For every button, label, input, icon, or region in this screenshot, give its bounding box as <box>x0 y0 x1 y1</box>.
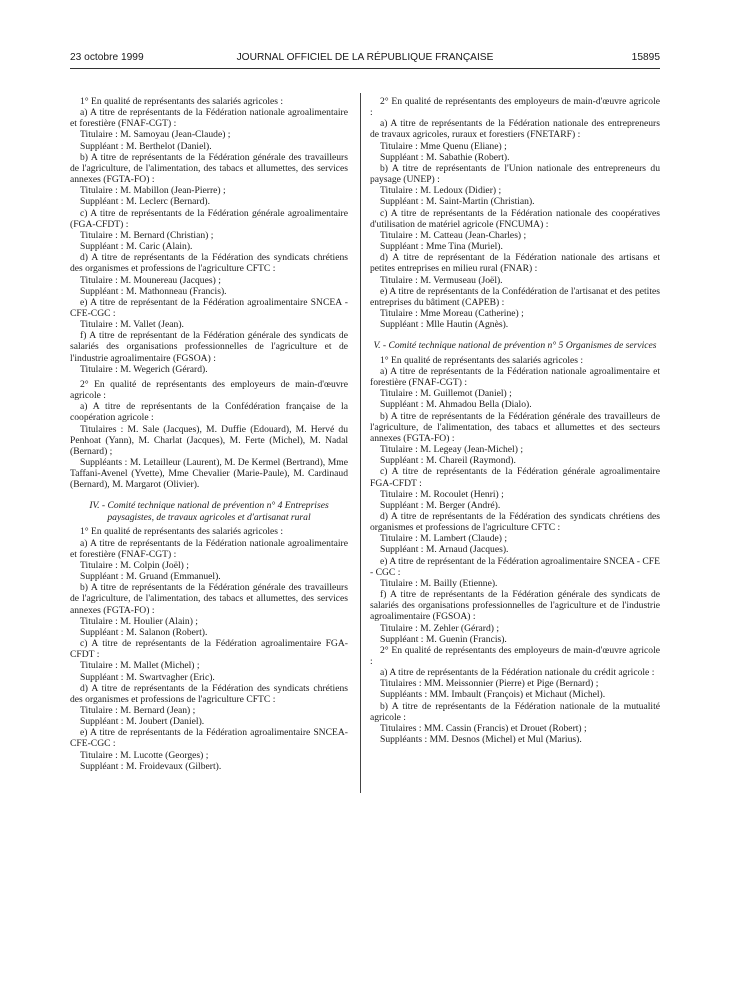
paragraph: Titulaire : M. Catteau (Jean-Charles) ; <box>380 229 527 241</box>
paragraph: a) A titre de représentants de la Fédération nationale agroalimentaire et forestière (FNAF-CGT) : <box>370 365 660 389</box>
paragraph: Suppléant : M. Mathonneau (Francis). <box>80 285 227 297</box>
paragraph: Titulaire : M. Samoyau (Jean-Claude) ; <box>80 129 231 141</box>
header-date: 23 octobre 1999 <box>70 52 144 63</box>
paragraph: Suppléant : M. Froidevaux (Gilbert). <box>80 760 222 772</box>
paragraph: Titulaire : M. Bailly (Etienne). <box>380 577 498 589</box>
paragraph: Titulaire : M. Ledoux (Didier) ; <box>380 185 502 197</box>
paragraph: Suppléant : M. Salanon (Robert). <box>80 626 208 638</box>
paragraph: 1° En qualité de représentants des salariés agricoles : <box>380 354 584 366</box>
paragraph: Titulaire : M. Lucotte (Georges) ; <box>80 749 209 761</box>
paragraph: Suppléant : M. Saint-Martin (Christian). <box>380 196 535 208</box>
paragraph: b) A titre de représentants de la Fédération générale des travailleurs de l'agriculture, de l'alimentation, des tabacs et allumettes, des services annexes (FGTA-FO) : <box>70 151 348 186</box>
paragraph: f) A titre de représentants de la Fédération générale des syndicats de salariés des organisations professionnelles de l'agriculture et de l'industrie agroalimentaire (FGSOA) : <box>370 589 660 623</box>
paragraph: a) A titre de représentants de la Confédération française de la coopération agricole : <box>70 401 348 424</box>
paragraph: Titulaire : M. Rocoulet (Henri) ; <box>380 488 504 500</box>
paragraph: Titulaires : MM. Cassin (Francis) et Drouet (Robert) ; <box>380 722 587 734</box>
paragraph: Suppléant : M. Chareil (Raymond). <box>380 455 516 467</box>
paragraph: 2° En qualité de représentants des employeurs de main-d'œuvre agricole : <box>370 96 660 119</box>
paragraph: Suppléants : M. Letailleur (Laurent), M. De Kermel (Bertrand), Mme Taffani-Avenel (Yvette), Mme Chevalier (Marie-Paule), M. Cardinaud (Bernard), M. Margarot (Olivier). <box>70 457 348 491</box>
paragraph: Suppléant : M. Swartvagher (Eric). <box>80 671 215 683</box>
paragraph: Titulaires : MM. Meissonnier (Pierre) et Pige (Bernard) ; <box>380 678 599 690</box>
paragraph: Titulaire : M. Bernard (Christian) ; <box>80 229 214 241</box>
paragraph: Suppléant : M. Berthelot (Daniel). <box>80 140 212 152</box>
paragraph: Suppléant : M. Guenin (Francis). <box>380 633 507 645</box>
right-column <box>370 96 660 745</box>
paragraph: Suppléant : M. Gruand (Emmanuel). <box>80 571 221 583</box>
paragraph: Titulaire : M. Colpin (Joël) ; <box>80 559 189 571</box>
paragraph: d) A titre de représentants de la Fédération des syndicats chrétiens des organismes et professions de l'agriculture CFTC : <box>370 510 660 534</box>
paragraph: c) A titre de représentants de la Fédération agroalimentaire FGA-CFDT : <box>70 638 348 661</box>
paragraph: Suppléant : M. Sabathie (Robert). <box>380 151 510 163</box>
paragraph: Titulaire : M. Mounereau (Jacques) ; <box>80 274 221 286</box>
paragraph: b) A titre de représentants de la Fédération générale des travailleurs de l'agriculture, de l'alimentation, des tabacs et allumettes, des services annexes (FGTA-FO) : <box>70 582 348 616</box>
paragraph: Titulaire : M. Vallet (Jean). <box>80 319 184 331</box>
section-heading: IV. - Comité technique national de prévention n° 4 Entreprises paysagistes, de travaux agricoles et d'artisanat rural <box>89 500 329 523</box>
paragraph: Titulaire : M. Zehler (Gérard) ; <box>380 622 499 634</box>
paragraph: c) A titre de représentants de la Fédération générale agroalimentaire (FGA-CFDT) : <box>70 207 348 230</box>
paragraph: e) A titre de représentant de la Fédération agroalimentaire SNCEA - CFE-CGC : <box>70 296 348 319</box>
paragraph: Suppléant : Mme Tina (Muriel). <box>380 241 503 253</box>
paragraph: d) A titre de représentants de la Fédération des syndicats chrétiens des organismes et professions de l'agriculture CFTC : <box>70 682 348 705</box>
header-page-number: 15895 <box>631 52 660 63</box>
paragraph: Suppléant : M. Arnaud (Jacques). <box>380 544 509 556</box>
paragraph: 1° En qualité de représentants des salariés agricoles : <box>80 526 284 538</box>
paragraph: Titulaire : M. Guillemot (Daniel) ; <box>380 388 512 400</box>
paragraph: b) A titre de représentants de l'Union nationale des entrepreneurs du paysage (UNEP) : <box>370 162 660 186</box>
column-divider <box>360 93 361 793</box>
paragraph: Titulaire : M. Vermuseau (Joël). <box>380 274 503 286</box>
paragraph: e) A titre de représentant de la Fédération agroalimentaire SNCEA - CFE - CGC : <box>370 555 660 578</box>
paragraph: b) A titre de représentants de la Fédération nationale de la mutualité agricole : <box>370 700 660 723</box>
paragraph: d) A titre de représentant de la Fédération nationale des artisans et petites entreprises en milieu rural (FNAR) : <box>370 252 660 275</box>
paragraph: 2° En qualité de représentants des employeurs de main-d'œuvre agricole : <box>370 644 660 667</box>
paragraph: Suppléants : MM. Desnos (Michel) et Mul (Marius). <box>380 734 582 746</box>
paragraph: 2° En qualité de représentants des employeurs de main-d'œuvre agricole : <box>70 378 348 402</box>
paragraph: a) A titre de représentants de la Fédération nationale agroalimentaire et forestière (FNAF-CGT) : <box>70 537 348 560</box>
paragraph: Suppléant : M. Ahmadou Bella (Dialo). <box>380 399 532 411</box>
paragraph: Titulaire : M. Mabillon (Jean-Pierre) ; <box>80 185 226 197</box>
paragraph: Suppléant : Mlle Hautin (Agnès). <box>380 319 509 331</box>
paragraph: Suppléants : MM. Imbault (François) et Michaut (Michel). <box>380 689 606 701</box>
paragraph: c) A titre de représentants de la Fédération nationale des coopératives d'utilisation de matériel agricole (FNCUMA) : <box>370 207 660 230</box>
left-column <box>70 96 348 772</box>
paragraph: Titulaire : M. Bernard (Jean) ; <box>80 704 196 716</box>
section-heading: V. - Comité technique national de prévention n° 5 Organismes de services <box>373 340 657 352</box>
paragraph: Titulaire : M. Mallet (Michel) ; <box>80 660 200 672</box>
paragraph: Titulaire : Mme Quenu (Eliane) ; <box>380 140 507 152</box>
paragraph: Titulaire : M. Wegerich (Gérard). <box>80 363 208 375</box>
header-rule <box>70 68 660 69</box>
paragraph: Titulaire : M. Houlier (Alain) ; <box>80 615 198 627</box>
paragraph: Titulaire : Mme Moreau (Catherine) ; <box>380 307 524 319</box>
paragraph: Suppléant : M. Leclerc (Bernard). <box>80 196 210 208</box>
paragraph: b) A titre de représentants de la Fédération générale des travailleurs de l'agriculture, de l'alimentation, des tabacs et allumettes et des secteurs annexes (FGTA-FO) : <box>370 410 660 444</box>
paragraph: a) A titre de représentants de la Fédération nationale des entrepreneurs de travaux agricoles, ruraux et forestiers (FNETARF) : <box>370 118 660 141</box>
paragraph: Suppléant : M. Caric (Alain). <box>80 241 193 253</box>
paragraph: d) A titre de représentants de la Fédération des syndicats chrétiens des organismes et professions de l'agriculture CFTC : <box>70 252 348 275</box>
paragraph: a) A titre de représentants de la Fédération nationale du crédit agricole : <box>380 667 655 679</box>
paragraph: 1° En qualité de représentants des salariés agricoles : <box>80 96 284 107</box>
paragraph: e) A titre de représentants de la Confédération de l'artisanat et des petites entreprises du bâtiment (CAPEB) : <box>370 285 660 308</box>
paragraph: Titulaire : M. Legeay (Jean-Michel) ; <box>380 444 523 456</box>
paragraph: c) A titre de représentants de la Fédération générale agroalimentaire FGA-CFDT : <box>370 466 660 489</box>
paragraph: Titulaire : M. Lambert (Claude) ; <box>380 533 508 545</box>
paragraph: Suppléant : M. Joubert (Daniel). <box>80 716 205 728</box>
paragraph: a) A titre de représentants de la Fédération nationale agroalimentaire et forestière (FNAF-CGT) : <box>70 107 348 130</box>
paragraph: e) A titre de représentants de la Fédération agroalimentaire SNCEA-CFE-CGC : <box>70 727 348 750</box>
paragraph: Suppléant : M. Berger (André). <box>380 499 501 511</box>
header-journal-title: JOURNAL OFFICIEL DE LA RÉPUBLIQUE FRANÇAISE <box>236 52 494 63</box>
paragraph: f) A titre de représentant de la Fédération générale des syndicats de salariés des organisations professionnelles de l'agriculture et de l'industrie agroalimentaire (FGSOA) : <box>70 330 348 364</box>
paragraph: Titulaires : M. Sale (Jacques), M. Duffie (Edouard), M. Hervé du Penhoat (Yann), M. Charlat (Jacques), M. Ferte (Michel), M. Nadal (Bernard) ; <box>70 423 348 457</box>
